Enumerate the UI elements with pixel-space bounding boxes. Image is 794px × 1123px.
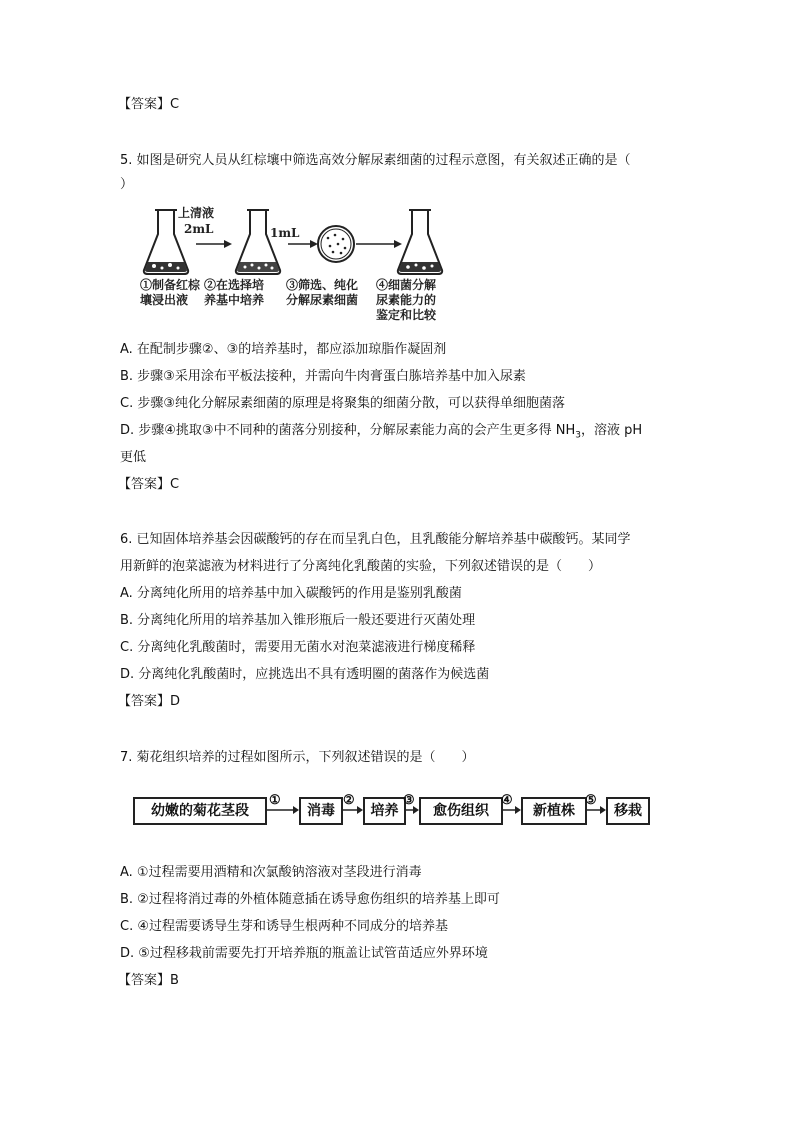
q7-stem: 7. 菊花组织培养的过程如图所示，下列叙述错误的是（ ） <box>120 750 475 765</box>
caption-1-line1: ①制备红棕 <box>140 278 201 292</box>
q5-option-d-text1: D. 步骤④挑取③中不同种的菌落分别接种，分解尿素能力高的会产生更多得 NH <box>120 423 576 438</box>
q5-stem-line2: ） <box>120 177 134 192</box>
q5-option-d-text2: ，溶液 pH <box>580 423 643 438</box>
q6-stem-line2: 用新鲜的泡菜滤液为材料进行了分离纯化乳酸菌的实验，下列叙述错误的是（ ） <box>120 559 602 574</box>
flow-step-2: ② <box>343 793 355 808</box>
q5-stem-line1: 5. 如图是研究人员从红棕壤中筛选高效分解尿素细菌的过程示意图，有关叙述正确的是（ <box>120 153 631 168</box>
q6-stem-line1: 6. 已知固体培养基会因碳酸钙的存在而呈乳白色，且乳酸能分解培养基中碳酸钙。某同学 <box>120 532 631 547</box>
q4-answer: 【答案】C <box>118 97 180 112</box>
q6-option-b: B. 分离纯化所用的培养基加入锥形瓶后一般还要进行灭菌处理 <box>120 613 476 628</box>
arrow-1-label-line1: 上清液 <box>178 206 215 220</box>
caption-3-line1: ③筛选、纯化 <box>286 278 359 292</box>
flow-box-new-plant: 新植株 <box>521 797 587 825</box>
flow-box-stem-segment: 幼嫩的菊花茎段 <box>133 797 267 825</box>
caption-2-line1: ②在选择培 <box>204 278 265 292</box>
q5-option-d-line2: 更低 <box>120 450 147 465</box>
flow-step-1: ① <box>269 793 281 808</box>
q5-figure <box>140 208 470 330</box>
petri-dish-icon <box>318 226 354 262</box>
flow-step-3: ③ <box>403 793 415 808</box>
q6-option-d: D. 分离纯化乳酸菌时，应挑选出不具有透明圈的菌落作为候选菌 <box>120 667 490 682</box>
caption-1-line2: 壤浸出液 <box>140 293 189 307</box>
caption-4-line1: ④细菌分解 <box>376 278 437 292</box>
caption-2-line2: 养基中培养 <box>204 293 265 307</box>
q7-option-d: D. ⑤过程移栽前需要先打开培养瓶的瓶盖让试管苗适应外界环境 <box>120 946 488 961</box>
arrow-2-label: 1mL <box>270 226 300 240</box>
flow-step-5: ⑤ <box>585 793 597 808</box>
q7-option-b: B. ②过程将消过毒的外植体随意插在诱导愈伤组织的培养基上即可 <box>120 892 500 907</box>
q5-answer: 【答案】C <box>118 477 180 492</box>
q7-option-a: A. ①过程需要用酒精和次氯酸钠溶液对茎段进行消毒 <box>120 865 422 880</box>
q7-flow-diagram <box>133 793 653 829</box>
caption-3-line2: 分解尿素细菌 <box>286 293 359 307</box>
q5-option-c: C. 步骤③纯化分解尿素细菌的原理是将聚集的细菌分散，可以获得单细胞菌落 <box>120 396 565 411</box>
q7-answer: 【答案】B <box>118 973 179 988</box>
caption-4-line2: 尿素能力的 <box>376 293 437 307</box>
q5-option-d-sub: 3 <box>575 430 581 441</box>
flow-box-transplant: 移栽 <box>606 797 650 825</box>
q5-option-b: B. 步骤③采用涂布平板法接种，并需向牛肉膏蛋白胨培养基中加入尿素 <box>120 369 526 384</box>
caption-4-line3: 鉴定和比较 <box>376 308 437 322</box>
flow-step-4: ④ <box>501 793 513 808</box>
flask-2-icon <box>236 210 280 274</box>
q6-option-a: A. 分离纯化所用的培养基中加入碳酸钙的作用是鉴别乳酸菌 <box>120 586 462 601</box>
flask-4-icon <box>398 210 442 274</box>
q5-option-a: A. 在配制步骤②、③的培养基时，都应添加琼脂作凝固剂 <box>120 342 447 357</box>
flow-box-callus: 愈伤组织 <box>419 797 503 825</box>
q6-option-c: C. 分离纯化乳酸菌时，需要用无菌水对泡菜滤液进行梯度稀释 <box>120 640 476 655</box>
q5-option-d-line1 <box>120 422 642 445</box>
q7-option-c: C. ④过程需要诱导生芽和诱导生根两种不同成分的培养基 <box>120 919 448 934</box>
flow-box-disinfect: 消毒 <box>299 797 343 825</box>
arrow-1-label-line2: 2mL <box>184 222 214 236</box>
flow-box-culture: 培养 <box>363 797 406 825</box>
q6-answer: 【答案】D <box>118 694 181 709</box>
